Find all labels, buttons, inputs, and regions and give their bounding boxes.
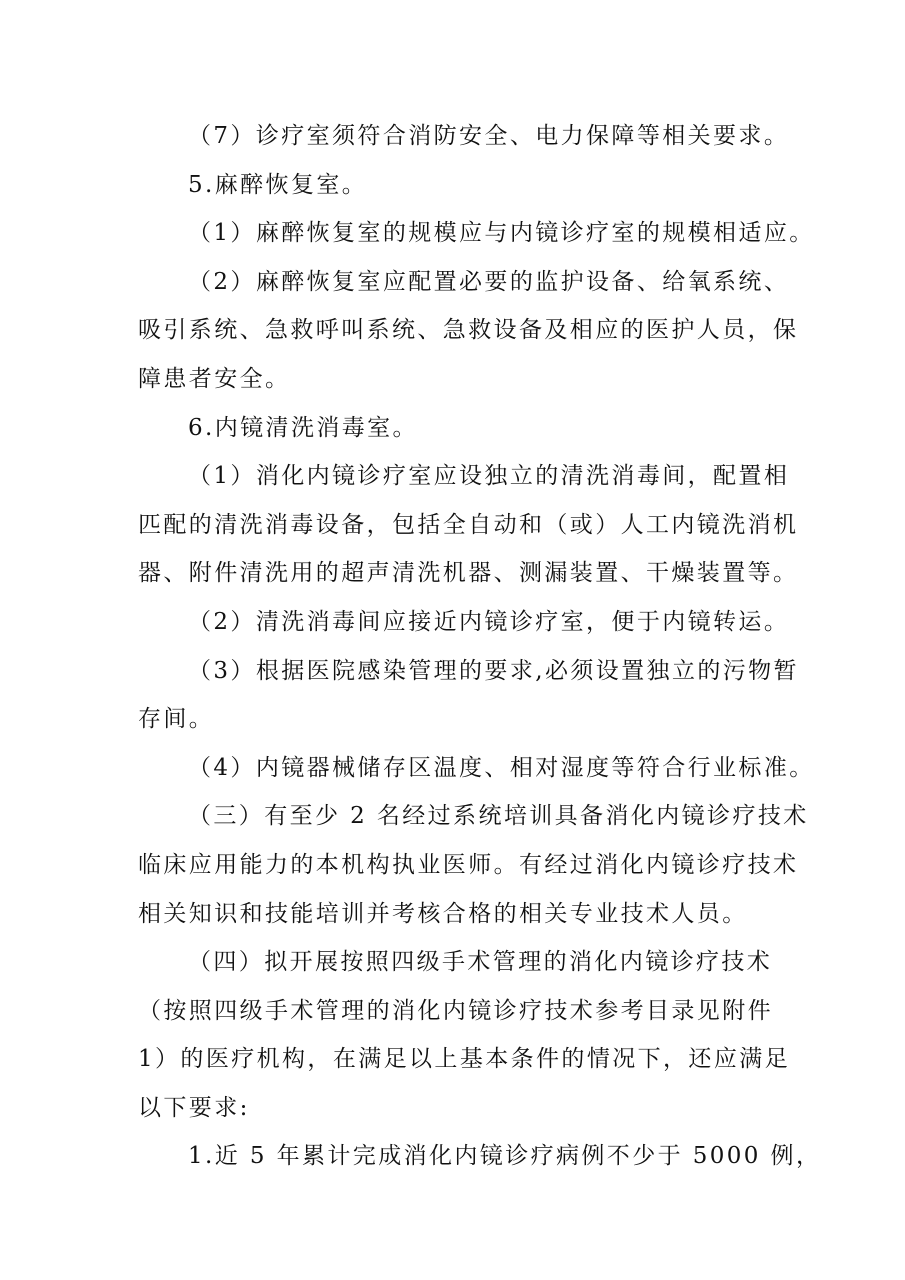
paragraph-line: 相关知识和技能培训并考核合格的相关专业技术人员。 bbox=[138, 900, 748, 927]
section-heading: 6.内镜清洗消毒室。 bbox=[188, 414, 418, 441]
paragraph-line: （2）清洗消毒间应接近内镜诊疗室，便于内镜转运。 bbox=[188, 608, 790, 635]
paragraph-line: 1）的医疗机构，在满足以上基本条件的情况下，还应满足 bbox=[138, 1046, 791, 1073]
paragraph-line: （4）内镜器械储存区温度、相对湿度等符合行业标准。 bbox=[188, 754, 815, 781]
paragraph-line: （三）有至少 2 名经过系统培训具备消化内镜诊疗技术 bbox=[188, 803, 809, 830]
paragraph-line: 临床应用能力的本机构执业医师。有经过消化内镜诊疗技术 bbox=[138, 851, 799, 878]
paragraph-line: 器、附件清洗用的超声清洗机器、测漏装置、干燥装置等。 bbox=[138, 560, 799, 587]
paragraph-line: 障患者安全。 bbox=[138, 365, 291, 392]
document-body bbox=[138, 112, 822, 1181]
paragraph-line: （7）诊疗室须符合消防安全、电力保障等相关要求。 bbox=[188, 123, 790, 149]
section-heading: 5.麻醉恢复室。 bbox=[188, 171, 368, 198]
paragraph-line: 1.近 5 年累计完成消化内镜诊疗病例不少于 5000 例， bbox=[188, 1143, 822, 1170]
paragraph-line: （2）麻醉恢复室应配置必要的监护设备、给氧系统、 bbox=[188, 268, 790, 295]
paragraph-line: （按照四级手术管理的消化内镜诊疗技术参考目录见附件 bbox=[138, 997, 773, 1024]
paragraph-line: （1）消化内镜诊疗室应设独立的清洗消毒间，配置相 bbox=[188, 463, 790, 490]
paragraph-line: （四）拟开展按照四级手术管理的消化内镜诊疗技术 bbox=[188, 949, 773, 976]
paragraph-line: （1）麻醉恢复室的规模应与内镜诊疗室的规模相适应。 bbox=[188, 220, 815, 247]
paragraph-line: 匹配的清洗消毒设备，包括全自动和（或）人工内镜洗消机 bbox=[138, 511, 799, 538]
paragraph-line: （3）根据医院感染管理的要求,必须设置独立的污物暂 bbox=[188, 657, 799, 684]
paragraph-line: 吸引系统、急救呼叫系统、急救设备及相应的医护人员，保 bbox=[138, 317, 799, 344]
paragraph-line: 以下要求: bbox=[138, 1094, 250, 1121]
paragraph-line: 存间。 bbox=[138, 706, 215, 733]
